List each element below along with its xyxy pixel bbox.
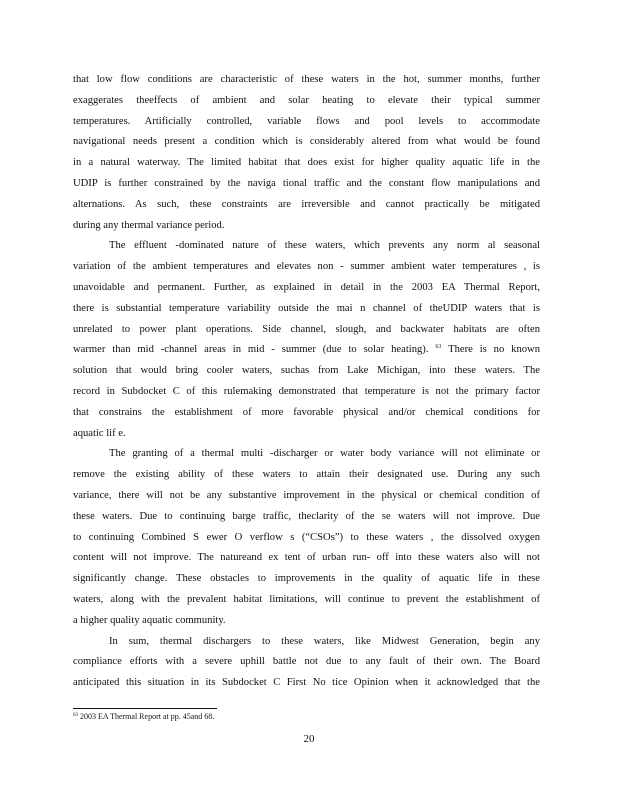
paragraph [73,632,540,694]
footnote-text: 2003 EA Thermal Report at pp. 45and 68. [80,712,215,721]
text-line: warmer than mid -channel areas in mid - summer (due to solar heating). $^{63}$ There is no known [73,344,540,356]
text-line: record in Subdocket C of this rulemaking demonstrated that temperature is not the primary factor [73,385,540,397]
text-line: significantly change. These obstacles to improvements in the quality of aquatic life in these [73,573,540,585]
text-line: navigational needs present a condition which is considerably altered from what would be found [73,136,540,148]
text-line: aquatic lif e. [73,427,126,439]
body-text [73,70,540,694]
text-line: during any thermal variance period. [73,219,225,231]
text-line: temperatures. Artificially controlled, variable flows and pool levels to accommodate [73,115,540,127]
text-line: UDIP is further constrained by the naviga tional traffic and the constant flow manipulations and [73,177,540,189]
text-line: a higher quality aquatic community. [73,614,226,626]
text-line: solution that would bring cooler waters, suchas from Lake Michigan, into these waters. The [73,365,540,377]
text-line: anticipated this situation in its Subdocket C First No tice Opinion when it acknowledged that the [73,677,540,689]
text-line: unavoidable and permanent. Further, as explained in detail in the 2003 EA Thermal Report, [73,281,540,293]
text-line: there is substantial temperature variability outside the mai n channel of theUDIP waters that is [73,302,540,314]
text-line: content will not improve. The natureand ex tent of urban run- off into these waters also will not [73,552,540,564]
paragraph [73,444,540,631]
text-line: to continuing Combined S ewer O verflow s (“CSOs”) to these waters , the dissolved oxygen [73,531,540,543]
text-line: that constrains the establishment of more favorable physical and/or chemical conditions for [73,406,540,418]
text-line: alternations. As such, these constraints are irreversible and cannot practically be mitigated [73,198,540,210]
footnote-separator [73,708,217,709]
text-line: remove the existing ability of these waters to attain their designated use. During any such [73,469,540,481]
text-line: In sum, thermal dischargers to these waters, like Midwest Generation, begin any [109,635,540,647]
footnote-number: 63 [73,713,78,718]
text-line: that low flow conditions are characteristic of these waters in the hot, summer months, further [73,74,540,85]
text-line: exaggerates theeffects of ambient and solar heating to elevate their typical summer [73,94,540,106]
paragraph [73,70,540,236]
text-line: unrelated to power plant operations. Side channel, slough, and backwater habitats are often [73,323,540,335]
text-line: variation of the ambient temperatures and elevates non - summer ambient water temperatures , is [73,261,540,273]
text-line: these waters. Due to continuing barge traffic, theclarity of the se waters will not improve. Due [73,510,540,522]
text-line: compliance efforts with a severe uphill battle not due to any fault of their own. The Board [73,656,540,668]
text-line: The effluent -dominated nature of these waters, which prevents any norm al seasonal [109,240,540,252]
text-line: waters, along with the prevalent habitat limitations, will continue to prevent the establishment of [73,593,540,605]
text-line: variance, there will not be any substantive improvement in the physical or chemical condition of [73,489,540,501]
page-number: 20 [303,733,315,745]
text-line: The granting of a thermal multi -discharger or water body variance will not eliminate or [109,448,540,460]
footnote-reference: 63 [435,344,442,351]
text-line: in a natural waterway. The limited habitat that does exist for higher quality aquatic life in the [73,157,540,169]
footnote [73,712,533,722]
paragraph [73,236,540,444]
